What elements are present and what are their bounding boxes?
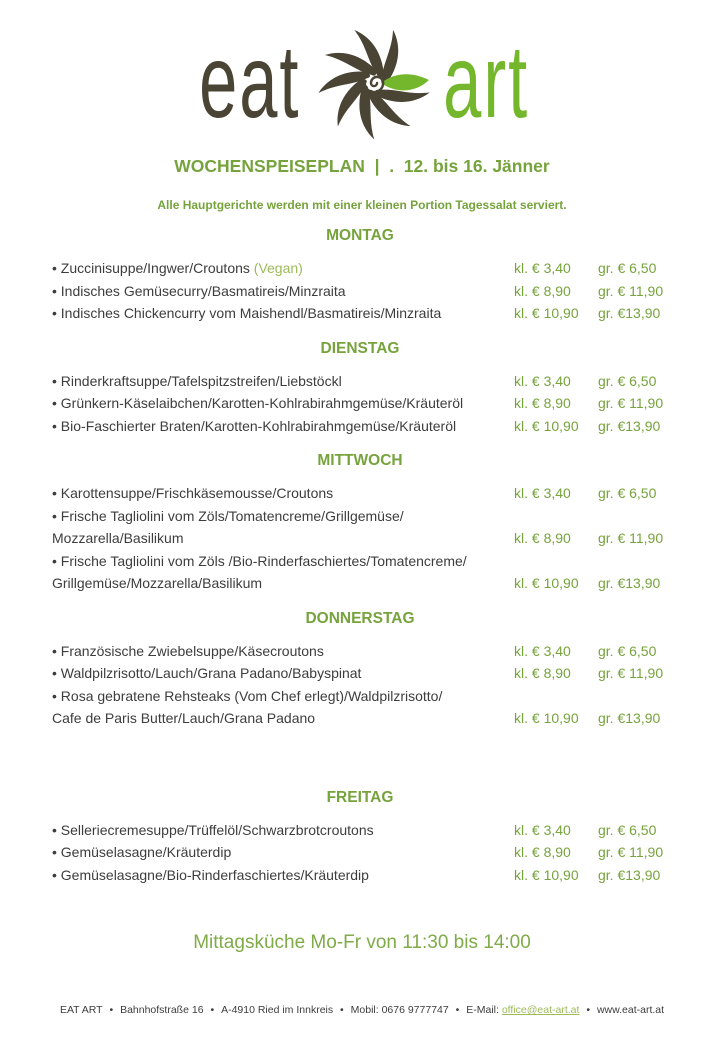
price-small: kl. € 10,90 [514,417,579,434]
price-large: gr. €13,90 [598,710,661,726]
price-small: kl. € 8,90 [514,395,571,411]
footer-segment: E-Mail: [466,1004,502,1016]
price-large: gr. € 11,90 [598,665,664,681]
price-small: kl. € 3,40 [514,260,571,276]
dish-name-line: • Rosa gebratene Rehsteaks (Vom Chef erlegt)/Waldpilzrisotto/ [52,687,443,704]
menu-item-row [52,392,668,415]
dish-name: Cafe de Paris Butter/Lauch/Grana Padano [52,710,316,726]
hours-note: Mittagsküche Mo-Fr von 11:30 bis 14:00 [193,932,531,953]
dish-name: • Gemüselasagne/Bio-Rinderfaschiertes/Kräuterdip [52,866,369,883]
menu-page [0,24,724,1048]
serving-note: Alle Hauptgerichte werden mit einer kleinen Portion Tagessalat serviert. [157,198,567,212]
day-section-dienstag [52,339,668,438]
menu-item-row [52,819,668,842]
price-large: gr. € 6,50 [598,260,657,276]
email-link[interactable]: office@eat-art.at [501,1004,580,1016]
menu-item [52,370,668,393]
logo-text-art: art [442,24,529,141]
logo-text-eat: eat [199,24,301,141]
day-section-freitag [52,788,668,887]
bullet-separator: • [337,1004,347,1016]
price-large: gr. € 6,50 [598,642,657,659]
dish-name: • Französische Zwiebelsuppe/Käsecroutons [52,642,324,659]
dish-name: • Gemüselasagne/Kräuterdip [52,844,232,860]
menu-item [52,819,668,842]
price-small: kl. € 3,40 [514,372,571,389]
menu-days [52,226,668,886]
menu-item-row [52,415,668,438]
price-small: kl. € 3,40 [514,642,571,659]
day-heading: FREITAG [326,788,394,806]
menu-item [52,482,668,505]
price-small: kl. € 10,90 [514,575,579,591]
price-large: gr. €13,90 [598,305,661,321]
bullet-separator: • [207,1004,218,1016]
menu-item [52,550,668,595]
menu-item [52,841,668,864]
dish-name: • Karottensuppe/Frischkäsemousse/Croutons [52,485,334,501]
bullet-separator: • [452,1004,463,1016]
bullet-separator: • [583,1004,593,1016]
menu-item [52,257,668,280]
footer-segment: Bahnhofstraße 16 [120,1004,204,1016]
price-large: gr. €13,90 [598,575,661,591]
menu-item [52,685,668,730]
price-large: gr. € 6,50 [598,372,657,389]
price-large: gr. € 11,90 [598,395,664,411]
page-title: WOCHENSPEISEPLAN | . 12. bis 16. Jänner [174,156,550,176]
dish-name: Grillgemüse/Mozzarella/Basilikum [52,575,263,591]
menu-item-row [52,662,668,685]
day-heading: DIENSTAG [320,339,400,357]
menu-item-row [52,370,668,393]
dish-name: • Grünkern-Käselaibchen/Karotten-Kohlrabirahmgemüse/Kräuteröl [52,395,464,411]
menu-item-row [52,572,668,595]
menu-item-row [52,302,668,325]
menu-item [52,280,668,303]
price-small: kl. € 10,90 [514,866,579,883]
price-large: gr. € 11,90 [598,282,664,299]
menu-item-row [52,864,668,887]
menu-item-row [52,640,668,663]
flower-swirl-icon [313,22,435,144]
price-small: kl. € 3,40 [514,821,571,838]
dish-name-line: • Frische Tagliolini vom Zöls /Bio-Rinderfaschiertes/Tomatencreme/ [52,552,467,569]
dish-name: • Zuccinisuppe/Ingwer/Croutons (Vegan) [52,260,303,276]
price-small: kl. € 3,40 [514,485,571,501]
logo [0,24,724,142]
menu-item-row [52,280,668,303]
bullet-separator: • [106,1004,117,1016]
price-small: kl. € 10,90 [514,710,579,726]
footer-segment: www.eat-art.at [596,1004,665,1016]
day-section-montag [52,226,668,325]
price-large: gr. €13,90 [598,417,661,434]
footer-line [60,1004,664,1016]
dish-name: • Rinderkraftsuppe/Tafelspitzstreifen/Liebstöckl [52,372,342,389]
footer [0,1004,724,1016]
day-heading: MONTAG [326,227,394,244]
menu-item [52,505,668,550]
dish-name: Mozzarella/Basilikum [52,530,184,546]
price-small: kl. € 8,90 [514,530,571,546]
footer-segment: EAT ART [59,1004,103,1016]
footer-segment: Mobil: 0676 9777747 [350,1004,449,1016]
menu-item [52,662,668,685]
price-small: kl. € 8,90 [514,665,571,681]
vegan-tag: (Vegan) [249,260,303,276]
dish-name: • Selleriecremesuppe/Trüffelöl/Schwarzbrotcroutons [52,821,374,838]
menu-item-row [52,841,668,864]
menu-item [52,302,668,325]
day-section-donnerstag [52,609,668,730]
menu-item-row [52,707,668,730]
dish-name-line: • Frische Tagliolini vom Zöls/Tomatencreme/Grillgemüse/ [52,507,404,524]
day-heading: DONNERSTAG [305,609,415,627]
menu-item-row [52,527,668,550]
price-small: kl. € 8,90 [514,844,571,860]
dish-name: • Waldpilzrisotto/Lauch/Grana Padano/Babyspinat [52,665,362,681]
dish-name: • Indisches Chickencurry vom Maishendl/Basmatireis/Minzraita [52,305,442,321]
dish-name: • Indisches Gemüsecurry/Basmatireis/Minzraita [52,282,346,299]
dish-name: • Bio-Faschierter Braten/Karotten-Kohlrabirahmgemüse/Kräuteröl [52,417,457,434]
price-large: gr. € 6,50 [598,821,657,838]
price-large: gr. €13,90 [598,866,661,883]
menu-item-row [52,482,668,505]
day-heading: MITTWOCH [317,452,403,469]
menu-item [52,415,668,438]
price-large: gr. € 11,90 [598,844,664,860]
menu-item [52,640,668,663]
day-section-mittwoch [52,451,668,595]
price-large: gr. € 11,90 [598,530,664,546]
footer-segment: A-4910 Ried im Innkreis [221,1004,334,1016]
price-small: kl. € 8,90 [514,282,571,299]
menu-item [52,392,668,415]
menu-item [52,864,668,887]
price-large: gr. € 6,50 [598,485,657,501]
price-small: kl. € 10,90 [514,305,579,321]
menu-item-row [52,257,668,280]
